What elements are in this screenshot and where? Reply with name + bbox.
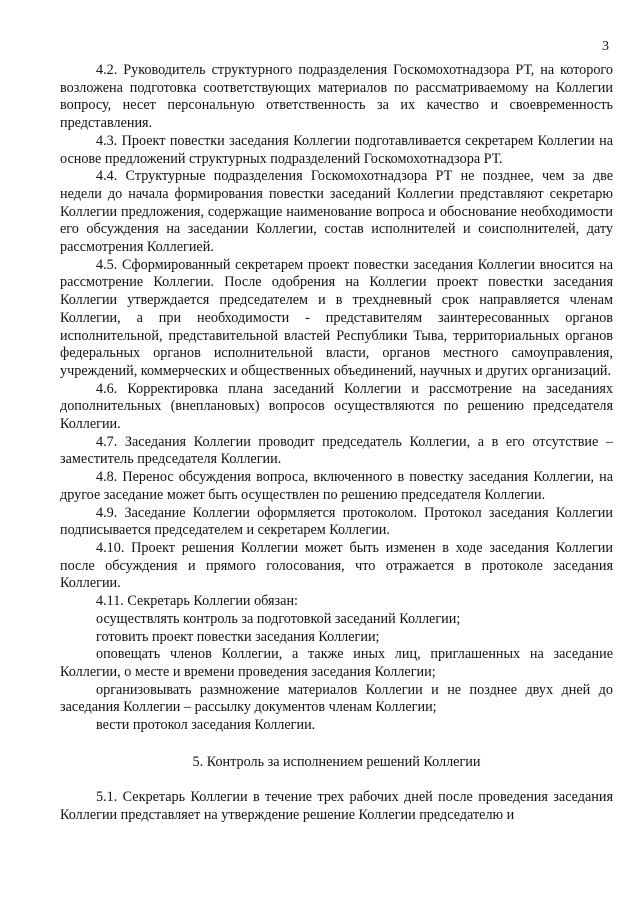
paragraph-4-10: 4.10. Проект решения Коллегии может быть изменен в ходе заседания Коллегии после обсуждения и прямого голосования, что отражается в протоколе заседания Коллегии. — [60, 539, 613, 592]
page-number: 3 — [602, 39, 609, 54]
paragraph-5-1: 5.1. Секретарь Коллегии в течение трех рабочих дней после проведения заседания Коллегии представляет на утверждение решение Коллегии председателю и — [60, 789, 613, 824]
duty-item: вести протокол заседания Коллегии. — [96, 717, 316, 734]
section-heading: 5. Контроль за исполнением решений Коллегии — [192, 753, 481, 770]
duty-item: оповещать членов Коллегии, а также иных лиц, приглашенных на заседание Коллегии, о месте и времени проведения заседания Коллегии; — [60, 646, 613, 680]
paragraph-4-5: 4.5. Сформированный секретарем проект повестки заседания Коллегии вносится на рассмотрение Коллегии. После одобрения на Коллегии проект повестки заседания Коллегии утверждается председателем и в трехдневный срок направляется членам Коллегии, а при необходимости - представителям заинтересованных органов исполнительной, представительной властей Республики Тыва, территориальных органов федеральных органов исполнительной власти, органов местного самоуправления, учреждений, коммерческих и общественных объединений, научных и других организаций. — [60, 256, 613, 379]
paragraph-4-6: 4.6. Корректировка плана заседаний Коллегии и рассмотрение на заседаниях дополнительных (внеплановых) вопросов осуществляются по решению председателя Коллегии. — [60, 380, 613, 433]
paragraph-4-9: 4.9. Заседание Коллегии оформляется протоколом. Протокол заседания Коллегии подписывается председателем и секретарем Коллегии. — [60, 504, 613, 539]
paragraph-4-2: 4.2. Руководитель структурного подразделения Госкомохотнадзора РТ, на которого возложена подготовка соответствующих материалов по рассматриваемому на Коллегии вопросу, несет персональную ответственность за их качество и своевременность представления. — [60, 62, 613, 132]
duty-item: осуществлять контроль за подготовкой заседаний Коллегии; — [96, 610, 461, 627]
paragraph-4-11: 4.11. Секретарь Коллегии обязан: — [96, 593, 298, 610]
duty-item: готовить проект повестки заседания Коллегии; — [96, 628, 380, 645]
paragraph-4-3: 4.3. Проект повестки заседания Коллегии подготавливается секретарем Коллегии на основе предложений структурных подразделений Госкомохотнадзора РТ. — [60, 132, 613, 167]
paragraph-4-4: 4.4. Структурные подразделения Госкомохотнадзора РТ не позднее, чем за две недели до начала формирования повестки заседаний Коллегии представляют секретарю Коллегии предложения, содержащие наименование вопроса и обоснование необходимости его обсуждения на заседании Коллегии, состав исполнителей и соисполнителей, дату рассмотрения Коллегией. — [60, 168, 613, 256]
document-body — [60, 62, 613, 825]
paragraph-4-7: 4.7. Заседания Коллегии проводит председатель Коллегии, а в его отсутствие – заместитель председателя Коллегии. — [60, 433, 613, 468]
paragraph-4-8: 4.8. Перенос обсуждения вопроса, включенного в повестку заседания Коллегии, на другое заседание может быть осуществлен по решению председателя Коллегии. — [60, 469, 613, 503]
duty-item: организовывать размножение материалов Коллегии и не позднее двух дней до заседания Коллегии – рассылку документов членам Коллегии; — [60, 681, 613, 716]
